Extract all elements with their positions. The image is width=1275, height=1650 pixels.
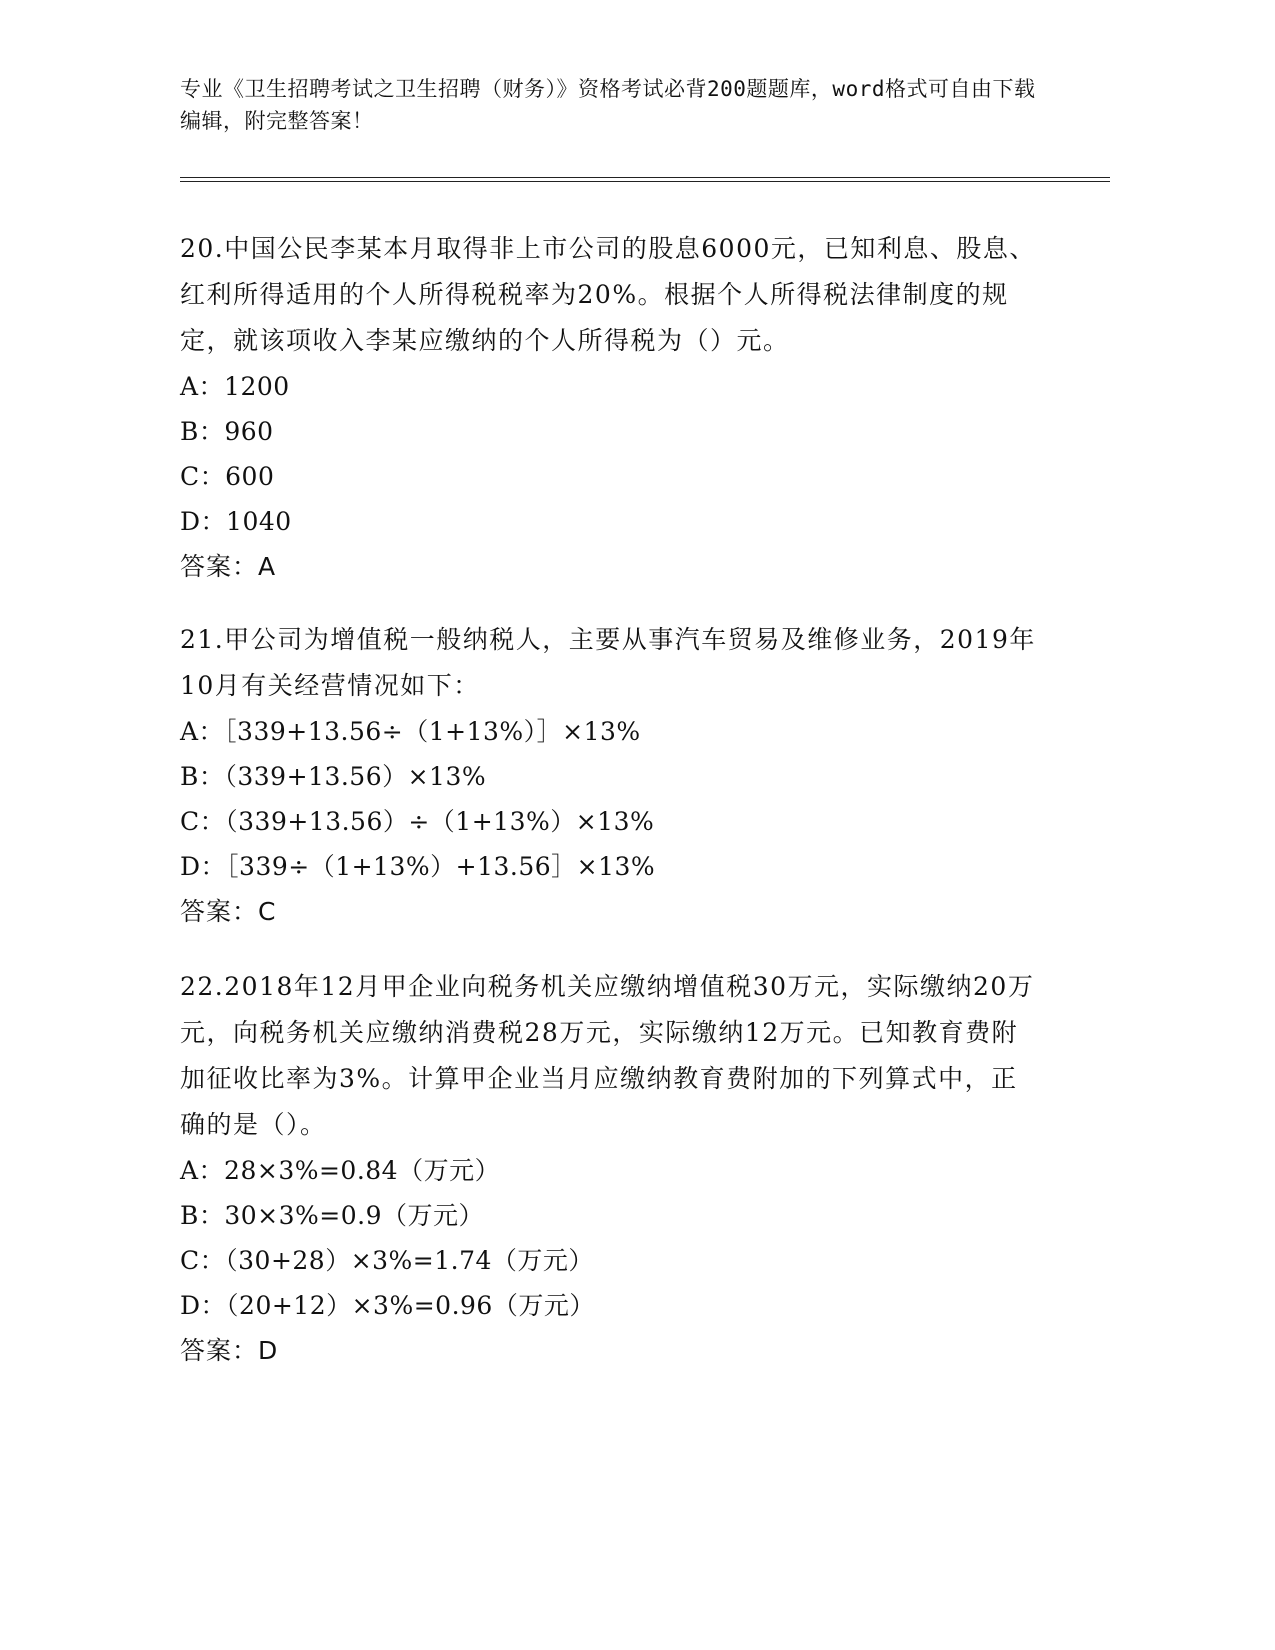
option-d: D：［339÷（1+13%）+13.56］×13% [180,852,656,881]
answer: 答案：A [180,552,277,581]
option-d: D：（20+12）×3%=0.96（万元） [180,1291,595,1320]
option-a: A：1200 [180,372,290,401]
option-d: D：1040 [180,507,292,536]
answer: 答案：C [180,897,277,926]
question-21 [180,617,1040,934]
option-b: B：960 [180,417,274,446]
header-divider [180,177,1110,182]
option-b: B：（339+13.56）×13% [180,762,487,791]
question-stem: 22.2018年12月甲企业向税务机关应缴纳增值税30万元，实际缴纳20万元，向税务机关应缴纳消费税28万元，实际缴纳12万元。已知教育费附加征收比率为3%。计算甲企业当月应缴纳教育费附加的下列算式中，正确的是（）。 [180,972,1035,1139]
question-stem: 21.甲公司为增值税一般纳税人，主要从事汽车贸易及维修业务，2019年10月有关经营情况如下： [180,625,1036,700]
question-stem: 20.中国公民李某本月取得非上市公司的股息6000元，已知利息、股息、红利所得适用的个人所得税税率为20%。根据个人所得税法律制度的规定，就该项收入李某应缴纳的个人所得税为（）元。 [180,234,1036,355]
option-c: C：（339+13.56）÷（1+13%）×13% [180,807,655,836]
question-22 [180,964,1040,1373]
option-c: C：（30+28）×3%=1.74（万元） [180,1246,594,1275]
option-a: A：28×3%=0.84（万元） [180,1156,501,1185]
document-header: 专业《卫生招聘考试之卫生招聘（财务）》资格考试必背200题题库，word格式可自由下载编辑，附完整答案！ [180,77,1036,133]
option-b: B：30×3%=0.9（万元） [180,1201,484,1230]
answer: 答案：D [180,1336,279,1365]
question-20 [180,226,1040,589]
option-a: A：［339+13.56÷（1+13%）］×13% [180,717,641,746]
option-c: C：600 [180,462,275,491]
